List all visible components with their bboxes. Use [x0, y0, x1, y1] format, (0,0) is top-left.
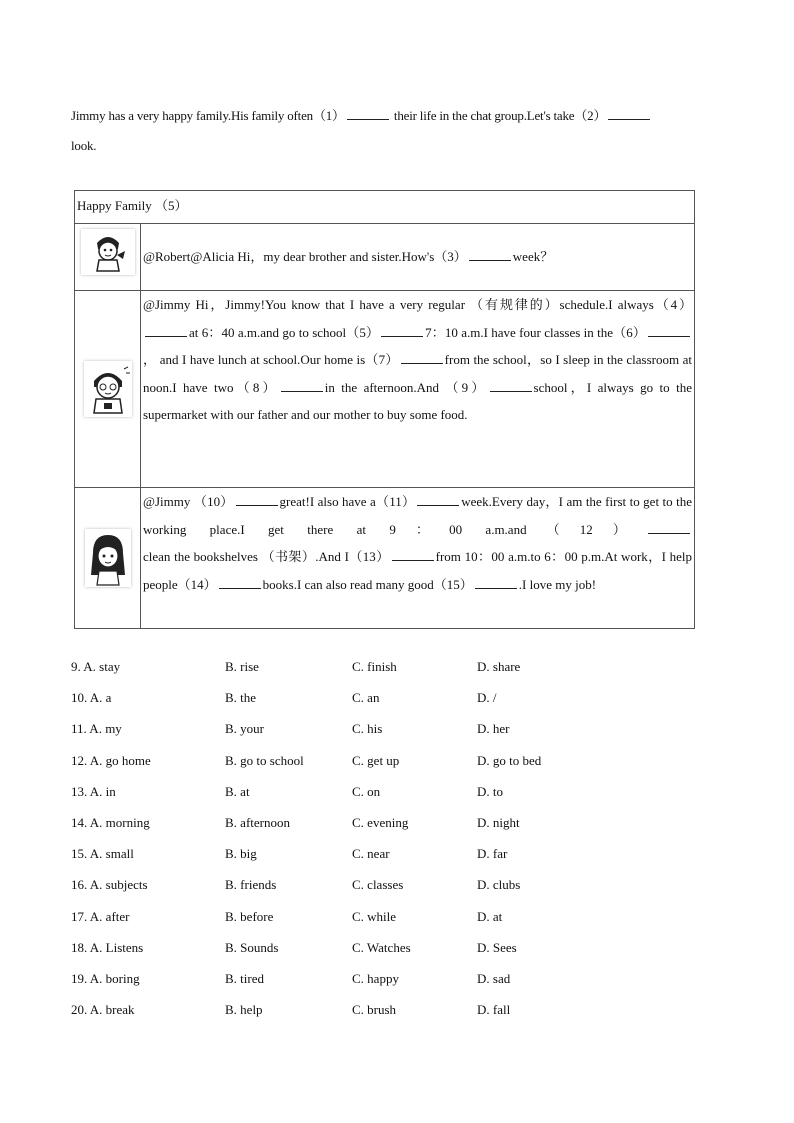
option-c[interactable]: C. happy — [352, 970, 399, 986]
option-a[interactable]: 20. A. break — [71, 1002, 135, 1018]
option-d[interactable]: D. Sees — [477, 939, 517, 955]
option-c[interactable]: C. Watches — [352, 939, 411, 955]
option-a[interactable]: 13. A. in — [71, 783, 116, 799]
option-c[interactable]: C. evening — [352, 814, 409, 830]
blank-7[interactable] — [401, 351, 443, 364]
intro-paragraph — [71, 101, 721, 161]
blank-4[interactable] — [145, 324, 187, 337]
blank-2[interactable] — [608, 107, 650, 120]
option-d[interactable]: D. night — [477, 814, 520, 830]
avatar-cell — [75, 224, 141, 291]
option-c[interactable]: C. on — [352, 783, 381, 799]
intro-text-3: look. — [71, 138, 97, 153]
option-a[interactable]: 14. A. morning — [71, 814, 150, 830]
option-a[interactable]: 19. A. boring — [71, 970, 140, 986]
chat-header-row — [75, 191, 695, 224]
option-b[interactable]: B. tired — [225, 970, 264, 986]
intro-text-1: Jimmy has a very happy family.His family often（1） — [71, 108, 345, 123]
option-d[interactable]: D. at — [477, 908, 503, 924]
option-d[interactable]: D. go to bed — [477, 752, 542, 768]
blank-1[interactable] — [347, 107, 389, 120]
boy-avatar-icon — [81, 229, 135, 275]
option-a[interactable]: 15. A. small — [71, 846, 134, 862]
blank-15[interactable] — [475, 576, 517, 589]
option-d[interactable]: D. far — [477, 846, 508, 862]
option-b[interactable]: B. the — [225, 690, 257, 706]
blank-12[interactable] — [648, 521, 690, 534]
blank-14[interactable] — [219, 576, 261, 589]
option-c[interactable]: C. his — [352, 721, 383, 737]
option-d[interactable]: D. sad — [477, 970, 511, 986]
option-c[interactable]: C. near — [352, 846, 390, 862]
blank-9[interactable] — [490, 379, 532, 392]
option-b[interactable]: B. help — [225, 1002, 263, 1018]
option-a[interactable]: 18. A. Listens — [71, 939, 144, 955]
blank-6[interactable] — [648, 324, 690, 337]
option-a[interactable]: 10. A. a — [71, 690, 112, 706]
chat-message-row — [75, 488, 695, 629]
blank-5[interactable] — [381, 324, 423, 337]
option-c[interactable]: C. while — [352, 908, 397, 924]
chat-group-title: Happy Family （5） — [75, 191, 695, 224]
avatar-cell — [75, 291, 141, 488]
option-d[interactable]: D. fall — [477, 1002, 511, 1018]
chat-group-table — [74, 190, 695, 629]
option-b[interactable]: B. go to school — [225, 752, 304, 768]
option-c[interactable]: C. classes — [352, 877, 404, 893]
option-a[interactable]: 9. A. stay — [71, 659, 121, 674]
message-robert: @Jimmy Hi，Jimmy!You know that I have a very regular （有规律的）schedule.I always（4）at 6：40 a.m.and go to school（5） 7：10 a.m.I have four classes in the（6）， and I have lunch at school.Our home is（7） from the school，so I sleep in the classroom at noon.I have two（8） in the afternoon.And （9） school，I always go to the supermarket with our father and our mother to buy some food. — [141, 291, 695, 488]
option-d[interactable]: D. share — [477, 659, 521, 674]
blank-3[interactable] — [469, 248, 511, 261]
option-a[interactable]: 12. A. go home — [71, 752, 151, 768]
intro-text-2: their life in the chat group.Let's take（2） — [393, 108, 607, 123]
message-alicia: @Jimmy （10） great!I also have a（11） week.Every day，I am the first to get to the working place.I get there at 9：00 a.m.and（12）clean the bookshelves （书架）.And I（13） from 10：00 a.m.to 6：00 p.m.At work，I help people（14） books.I can also read many good（15） .I love my job! — [141, 488, 695, 629]
option-c[interactable]: C. finish — [352, 659, 397, 674]
option-d[interactable]: D. her — [477, 721, 510, 737]
option-d[interactable]: D. to — [477, 783, 503, 799]
option-c[interactable]: C. brush — [352, 1002, 397, 1018]
option-c[interactable]: C. get up — [352, 752, 400, 768]
option-b[interactable]: B. your — [225, 721, 264, 737]
boy-glasses-avatar-icon — [84, 361, 132, 417]
chat-message-row — [75, 291, 695, 488]
option-b[interactable]: B. rise — [225, 659, 259, 674]
blank-8[interactable] — [281, 379, 323, 392]
option-b[interactable]: B. afternoon — [225, 814, 290, 830]
blank-10[interactable] — [236, 493, 278, 506]
option-b[interactable]: B. friends — [225, 877, 277, 893]
option-b[interactable]: B. big — [225, 846, 257, 862]
option-d[interactable]: D. / — [477, 690, 497, 706]
option-c[interactable]: C. an — [352, 690, 380, 706]
blank-13[interactable] — [392, 548, 434, 561]
option-a[interactable]: 17. A. after — [71, 908, 130, 924]
option-a[interactable]: 16. A. subjects — [71, 877, 148, 893]
girl-avatar-icon — [85, 529, 131, 587]
option-b[interactable]: B. Sounds — [225, 939, 279, 955]
option-b[interactable]: B. before — [225, 908, 274, 924]
message-robert-alicia: @Robert@Alicia Hi，my dear brother and sister.How's（3） week？ — [141, 224, 695, 291]
avatar-cell — [75, 488, 141, 629]
option-b[interactable]: B. at — [225, 783, 250, 799]
chat-message-row — [75, 224, 695, 291]
blank-11[interactable] — [417, 493, 459, 506]
option-d[interactable]: D. clubs — [477, 877, 521, 893]
option-a[interactable]: 11. A. my — [71, 721, 122, 737]
